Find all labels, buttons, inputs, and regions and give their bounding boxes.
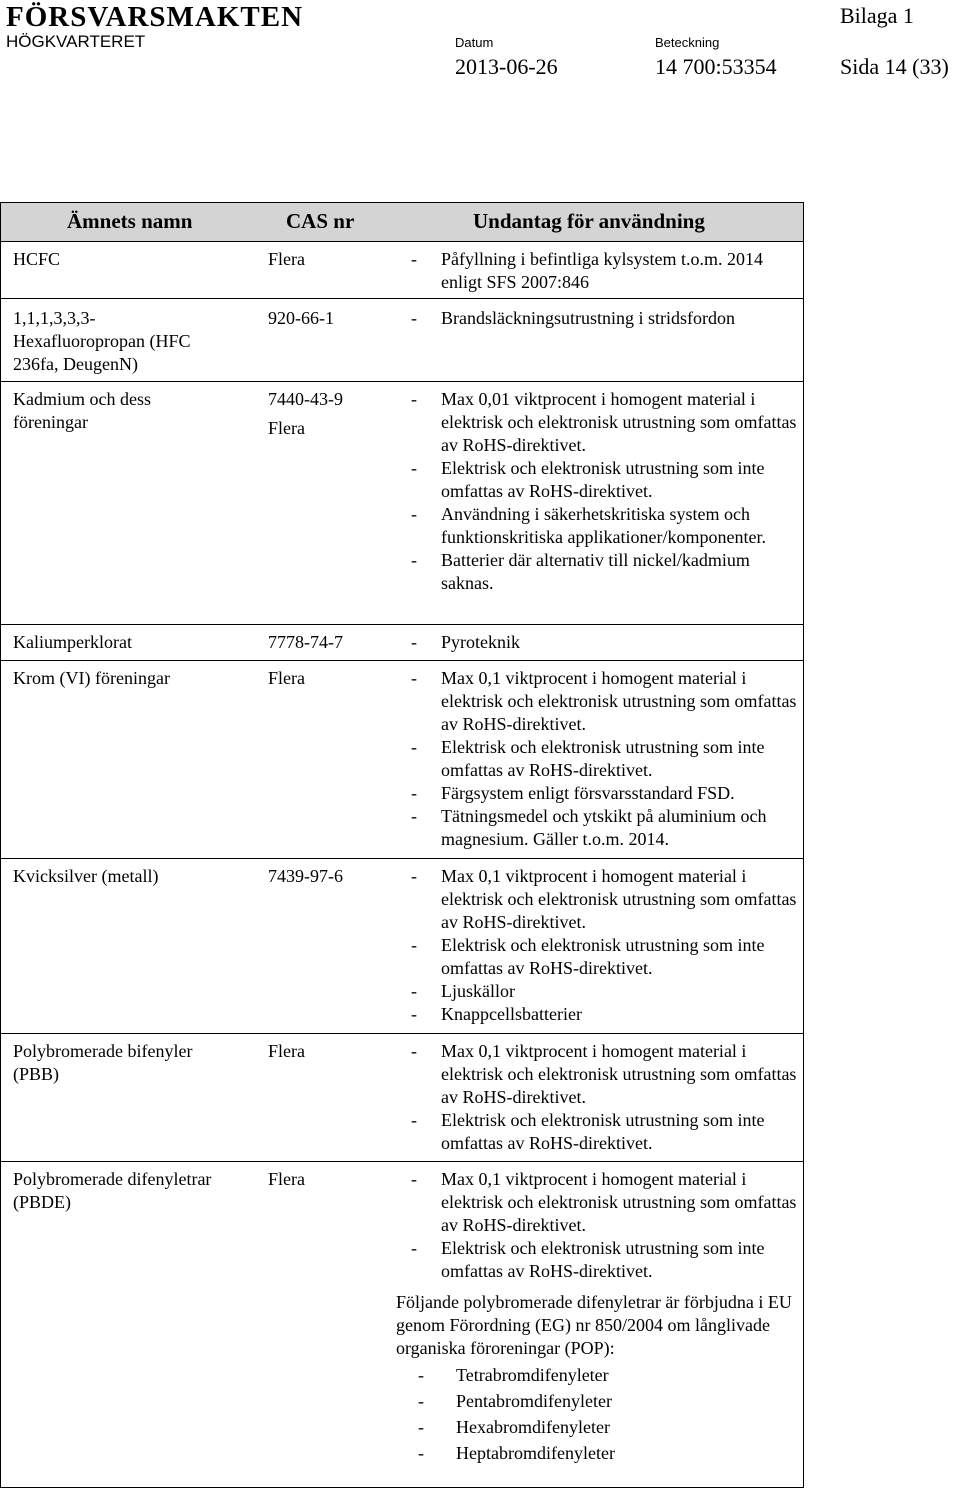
org-logo: FÖRSVARSMAKTEN [6, 1, 304, 33]
list-item: - Max 0,01 viktprocent i homogent material i elektrisk och elektronisk utrustning som omfattas av RoHS-direktivet. [411, 389, 797, 455]
list-item: - Elektrisk och elektronisk utrustning som inte omfattas av RoHS-direktivet. [411, 458, 765, 501]
row-divider [1, 1161, 803, 1162]
cas-number: 7440-43-9 Flera [268, 388, 398, 440]
substance-name: Kvicksilver (metall) [13, 866, 159, 886]
list-item: - Max 0,1 viktprocent i homogent material i elektrisk och elektronisk utrustning som omfattas av RoHS-direktivet. [411, 1041, 797, 1107]
reference-label: Beteckning [655, 35, 720, 50]
substance-name: HCFC [13, 249, 61, 269]
row-divider [1, 1033, 803, 1034]
cas-number: 7778-74-7 [268, 632, 343, 652]
list-item: - Elektrisk och elektronisk utrustning som inte omfattas av RoHS-direktivet. [411, 935, 765, 978]
exemption-list [411, 631, 799, 654]
list-item: - Pentabromdifenyleter [418, 1391, 612, 1411]
cas-number: Flera [268, 668, 305, 688]
list-item: - Användning i säkerhetskritiska system och funktionskritiska applikationer/komponenter. [411, 504, 766, 547]
reference-value: 14 700:53354 [655, 54, 777, 79]
list-item: - Max 0,1 viktprocent i homogent material i elektrisk och elektronisk utrustning som omfattas av RoHS-direktivet. [411, 668, 797, 734]
pop-note: Följande polybromerade difenyletrar är förbjudna i EU genom Förordning (EG) nr 850/2004 om långlivade organiska föroreningar (POP): [396, 1292, 792, 1358]
list-item: - Max 0,1 viktprocent i homogent material i elektrisk och elektronisk utrustning som omfattas av RoHS-direktivet. [411, 866, 797, 932]
substance-name: Kaliumperklorat [13, 632, 132, 652]
list-item: - Knappcellsbatterier [411, 1004, 582, 1024]
cas-number: Flera [268, 1169, 305, 1189]
cas-number: 920-66-1 [268, 308, 334, 328]
list-item: - Elektrisk och elektronisk utrustning som inte omfattas av RoHS-direktivet. [411, 1238, 765, 1281]
row-divider [1, 298, 803, 299]
list-item: - Ljuskällor [411, 981, 515, 1001]
list-item: - Elektrisk och elektronisk utrustning som inte omfattas av RoHS-direktivet. [411, 737, 765, 780]
substance-name: Krom (VI) föreningar [13, 668, 170, 688]
substance-name: Polybromerade bifenyler (PBB) [13, 1041, 193, 1084]
page-number: Sida 14 (33) [840, 54, 949, 79]
list-item: - Brandsläckningsutrustning i stridsfordon [411, 308, 735, 328]
list-item: - Hexabromdifenyleter [418, 1417, 610, 1437]
cas-number: Flera [268, 1041, 305, 1061]
appendix-label: Bilaga 1 [840, 3, 914, 28]
row-divider [1, 381, 803, 382]
exemption-list [396, 1168, 798, 1466]
header-substance: Ämnets namn [67, 209, 193, 233]
row-divider [1, 858, 803, 859]
header-cas: CAS nr [286, 209, 355, 233]
substance-name: 1,1,1,3,3,3-Hexafluoropropan (HFC 236fa, DeugenN) [13, 308, 191, 374]
list-item: - Batterier där alternativ till nickel/kadmium saknas. [411, 550, 750, 593]
list-item: - Max 0,1 viktprocent i homogent material i elektrisk och elektronisk utrustning som omfattas av RoHS-direktivet. [411, 1169, 797, 1235]
pop-substance-list [396, 1362, 798, 1466]
list-item: - Elektrisk och elektronisk utrustning som inte omfattas av RoHS-direktivet. [411, 1110, 765, 1153]
list-item: - Heptabromdifenyleter [418, 1443, 615, 1463]
org-unit: HÖGKVARTERET [6, 32, 146, 51]
exemption-list [411, 667, 799, 851]
date-label: Datum [455, 35, 494, 50]
substance-name: Kadmium och dess föreningar [13, 389, 151, 432]
exemption-list [411, 1040, 799, 1155]
header-exemption: Undantag för användning [473, 209, 705, 233]
row-divider [1, 660, 803, 661]
list-item: - Färgsystem enligt försvarsstandard FSD. [411, 783, 735, 803]
cas-number-alt: Flera [268, 418, 305, 438]
exemption-list [411, 865, 799, 1026]
list-item: - Tätningsmedel och ytskikt på aluminium och magnesium. Gäller t.o.m. 2014. [411, 806, 767, 849]
exemptions-table [0, 202, 804, 1488]
exemption-list [411, 248, 799, 294]
date-value: 2013-06-26 [455, 54, 558, 79]
row-divider [1, 624, 803, 625]
substance-name: Polybromerade difenyletrar (PBDE) [13, 1169, 212, 1212]
table-header [1, 203, 803, 242]
cas-number: 7439-97-6 [268, 866, 343, 886]
cas-number: Flera [268, 249, 305, 269]
list-item: - Pyroteknik [411, 632, 520, 652]
exemption-list [411, 307, 799, 330]
list-item: - Påfyllning i befintliga kylsystem t.o.m. 2014 enligt SFS 2007:846 [411, 249, 763, 292]
list-item: - Tetrabromdifenyleter [418, 1365, 609, 1385]
exemption-list [411, 388, 799, 595]
